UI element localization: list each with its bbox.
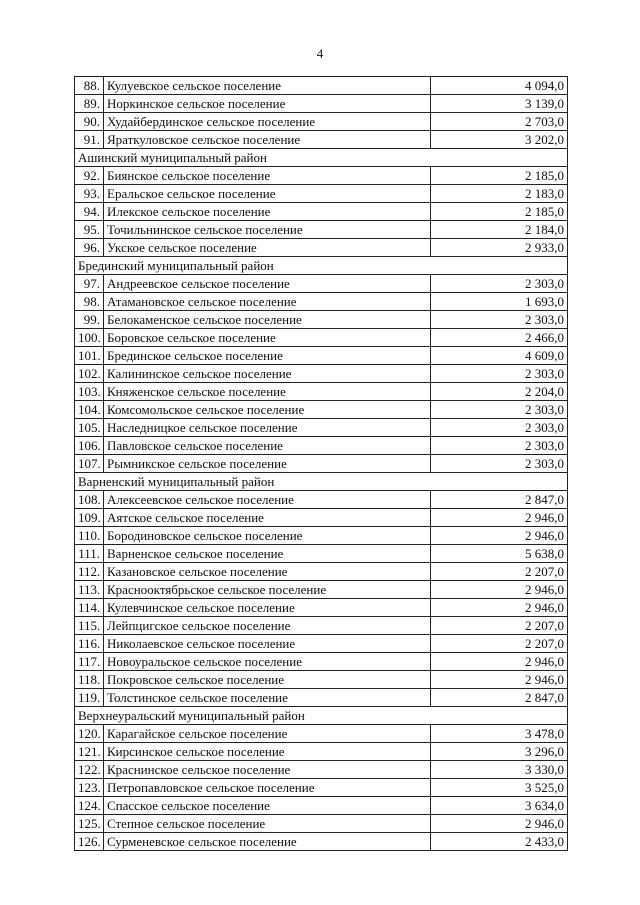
amount-value: 2 946,0	[431, 599, 568, 617]
table-row	[75, 779, 568, 797]
row-number: 122.	[75, 761, 104, 779]
table-row	[75, 221, 568, 239]
amount-value: 2 303,0	[431, 275, 568, 293]
row-number: 92.	[75, 167, 104, 185]
table-row	[75, 635, 568, 653]
table-row	[75, 437, 568, 455]
settlement-name: Новоуральское сельское поселение	[104, 653, 431, 671]
table-row	[75, 239, 568, 257]
settlement-name: Краснинское сельское поселение	[104, 761, 431, 779]
amount-value: 3 296,0	[431, 743, 568, 761]
amount-value: 2 207,0	[431, 563, 568, 581]
amount-value: 2 847,0	[431, 491, 568, 509]
row-number: 94.	[75, 203, 104, 221]
row-number: 98.	[75, 293, 104, 311]
page-number: 4	[316, 46, 324, 61]
row-number: 90.	[75, 113, 104, 131]
settlement-name: Княженское сельское поселение	[104, 383, 431, 401]
district-header-row	[75, 707, 568, 725]
row-number: 115.	[75, 617, 104, 635]
row-number: 93.	[75, 185, 104, 203]
amount-value: 2 207,0	[431, 635, 568, 653]
district-header-row	[75, 257, 568, 275]
table-row	[75, 95, 568, 113]
amount-value: 2 185,0	[431, 203, 568, 221]
row-number: 117.	[75, 653, 104, 671]
row-number: 96.	[75, 239, 104, 257]
amount-value: 2 433,0	[431, 833, 568, 851]
district-name: Варненский муниципальный район	[75, 473, 568, 491]
row-number: 107.	[75, 455, 104, 473]
table-row	[75, 725, 568, 743]
table-row	[75, 653, 568, 671]
settlement-name: Кулевчинское сельское поселение	[104, 599, 431, 617]
settlement-name: Илекское сельское поселение	[104, 203, 431, 221]
settlement-name: Покровское сельское поселение	[104, 671, 431, 689]
table-row	[75, 365, 568, 383]
amount-value: 1 693,0	[431, 293, 568, 311]
amount-value: 2 946,0	[431, 581, 568, 599]
row-number: 99.	[75, 311, 104, 329]
amount-value: 4 094,0	[431, 77, 568, 95]
allocation-table	[74, 76, 568, 851]
table-row	[75, 617, 568, 635]
settlement-name: Точильнинское сельское поселение	[104, 221, 431, 239]
table-row	[75, 77, 568, 95]
settlement-name: Худайбердинское сельское поселение	[104, 113, 431, 131]
settlement-name: Краснооктябрьское сельское поселение	[104, 581, 431, 599]
row-number: 91.	[75, 131, 104, 149]
row-number: 119.	[75, 689, 104, 707]
settlement-name: Бородиновское сельское поселение	[104, 527, 431, 545]
row-number: 118.	[75, 671, 104, 689]
settlement-name: Калининское сельское поселение	[104, 365, 431, 383]
amount-value: 2 466,0	[431, 329, 568, 347]
table-row	[75, 743, 568, 761]
settlement-name: Андреевское сельское поселение	[104, 275, 431, 293]
table-row	[75, 275, 568, 293]
row-number: 101.	[75, 347, 104, 365]
table-row	[75, 797, 568, 815]
table-row	[75, 329, 568, 347]
row-number: 126.	[75, 833, 104, 851]
row-number: 109.	[75, 509, 104, 527]
settlement-name: Спасское сельское поселение	[104, 797, 431, 815]
table-row	[75, 527, 568, 545]
row-number: 113.	[75, 581, 104, 599]
settlement-name: Укское сельское поселение	[104, 239, 431, 257]
amount-value: 2 946,0	[431, 509, 568, 527]
row-number: 116.	[75, 635, 104, 653]
table-row	[75, 545, 568, 563]
amount-value: 2 303,0	[431, 437, 568, 455]
table-row	[75, 347, 568, 365]
district-header-row	[75, 473, 568, 491]
row-number: 121.	[75, 743, 104, 761]
table-row	[75, 185, 568, 203]
amount-value: 2 847,0	[431, 689, 568, 707]
amount-value: 2 184,0	[431, 221, 568, 239]
row-number: 95.	[75, 221, 104, 239]
settlement-name: Варненское сельское поселение	[104, 545, 431, 563]
row-number: 123.	[75, 779, 104, 797]
row-number: 89.	[75, 95, 104, 113]
table-row	[75, 113, 568, 131]
settlement-name: Лейпцигское сельское поселение	[104, 617, 431, 635]
amount-value: 2 946,0	[431, 527, 568, 545]
table-row	[75, 815, 568, 833]
row-number: 106.	[75, 437, 104, 455]
settlement-name: Брединское сельское поселение	[104, 347, 431, 365]
settlement-name: Толстинское сельское поселение	[104, 689, 431, 707]
row-number: 114.	[75, 599, 104, 617]
table-row	[75, 419, 568, 437]
settlement-name: Николаевское сельское поселение	[104, 635, 431, 653]
district-header-row	[75, 149, 568, 167]
district-name: Ашинский муниципальный район	[75, 149, 568, 167]
row-number: 110.	[75, 527, 104, 545]
amount-value: 2 933,0	[431, 239, 568, 257]
table-body	[75, 77, 568, 851]
table-row	[75, 311, 568, 329]
amount-value: 2 303,0	[431, 455, 568, 473]
amount-value: 2 204,0	[431, 383, 568, 401]
amount-value: 3 202,0	[431, 131, 568, 149]
settlement-name: Биянское сельское поселение	[104, 167, 431, 185]
district-name: Верхнеуральский муниципальный район	[75, 707, 568, 725]
amount-value: 2 303,0	[431, 311, 568, 329]
settlement-name: Петропавловское сельское поселение	[104, 779, 431, 797]
table-row	[75, 203, 568, 221]
settlement-name: Боровское сельское поселение	[104, 329, 431, 347]
settlement-name: Еральское сельское поселение	[104, 185, 431, 203]
amount-value: 2 207,0	[431, 617, 568, 635]
amount-value: 2 703,0	[431, 113, 568, 131]
table-row	[75, 383, 568, 401]
table-row	[75, 167, 568, 185]
row-number: 112.	[75, 563, 104, 581]
row-number: 97.	[75, 275, 104, 293]
amount-value: 2 303,0	[431, 401, 568, 419]
row-number: 100.	[75, 329, 104, 347]
settlement-name: Яраткуловское сельское поселение	[104, 131, 431, 149]
settlement-name: Аятское сельское поселение	[104, 509, 431, 527]
row-number: 108.	[75, 491, 104, 509]
district-name: Брединский муниципальный район	[75, 257, 568, 275]
row-number: 125.	[75, 815, 104, 833]
amount-value: 3 139,0	[431, 95, 568, 113]
settlement-name: Карагайское сельское поселение	[104, 725, 431, 743]
table-row	[75, 761, 568, 779]
amount-value: 2 303,0	[431, 365, 568, 383]
settlement-name: Рымникское сельское поселение	[104, 455, 431, 473]
table-row	[75, 563, 568, 581]
settlement-name: Норкинское сельское поселение	[104, 95, 431, 113]
row-number: 102.	[75, 365, 104, 383]
amount-value: 5 638,0	[431, 545, 568, 563]
row-number: 105.	[75, 419, 104, 437]
amount-value: 3 525,0	[431, 779, 568, 797]
table-row	[75, 833, 568, 851]
amount-value: 2 185,0	[431, 167, 568, 185]
row-number: 103.	[75, 383, 104, 401]
settlement-name: Белокаменское сельское поселение	[104, 311, 431, 329]
table-row	[75, 599, 568, 617]
settlement-name: Сурменевское сельское поселение	[104, 833, 431, 851]
amount-value: 3 478,0	[431, 725, 568, 743]
settlement-name: Кулуевское сельское поселение	[104, 77, 431, 95]
amount-value: 2 183,0	[431, 185, 568, 203]
settlement-name: Атамановское сельское поселение	[104, 293, 431, 311]
table-row	[75, 491, 568, 509]
row-number: 124.	[75, 797, 104, 815]
settlement-name: Павловское сельское поселение	[104, 437, 431, 455]
row-number: 111.	[75, 545, 104, 563]
settlement-name: Комсомольское сельское поселение	[104, 401, 431, 419]
table-row	[75, 293, 568, 311]
amount-value: 2 946,0	[431, 653, 568, 671]
table-row	[75, 671, 568, 689]
row-number: 104.	[75, 401, 104, 419]
table-row	[75, 131, 568, 149]
table-row	[75, 455, 568, 473]
amount-value: 2 946,0	[431, 671, 568, 689]
amount-value: 3 330,0	[431, 761, 568, 779]
row-number: 88.	[75, 77, 104, 95]
settlement-name: Казановское сельское поселение	[104, 563, 431, 581]
table-row	[75, 509, 568, 527]
table-row	[75, 581, 568, 599]
row-number: 120.	[75, 725, 104, 743]
amount-value: 2 303,0	[431, 419, 568, 437]
settlement-name: Алексеевское сельское поселение	[104, 491, 431, 509]
table-row	[75, 401, 568, 419]
settlement-name: Наследницкое сельское поселение	[104, 419, 431, 437]
amount-value: 2 946,0	[431, 815, 568, 833]
settlement-name: Кирсинское сельское поселение	[104, 743, 431, 761]
table-row	[75, 689, 568, 707]
settlement-name: Степное сельское поселение	[104, 815, 431, 833]
amount-value: 3 634,0	[431, 797, 568, 815]
amount-value: 4 609,0	[431, 347, 568, 365]
